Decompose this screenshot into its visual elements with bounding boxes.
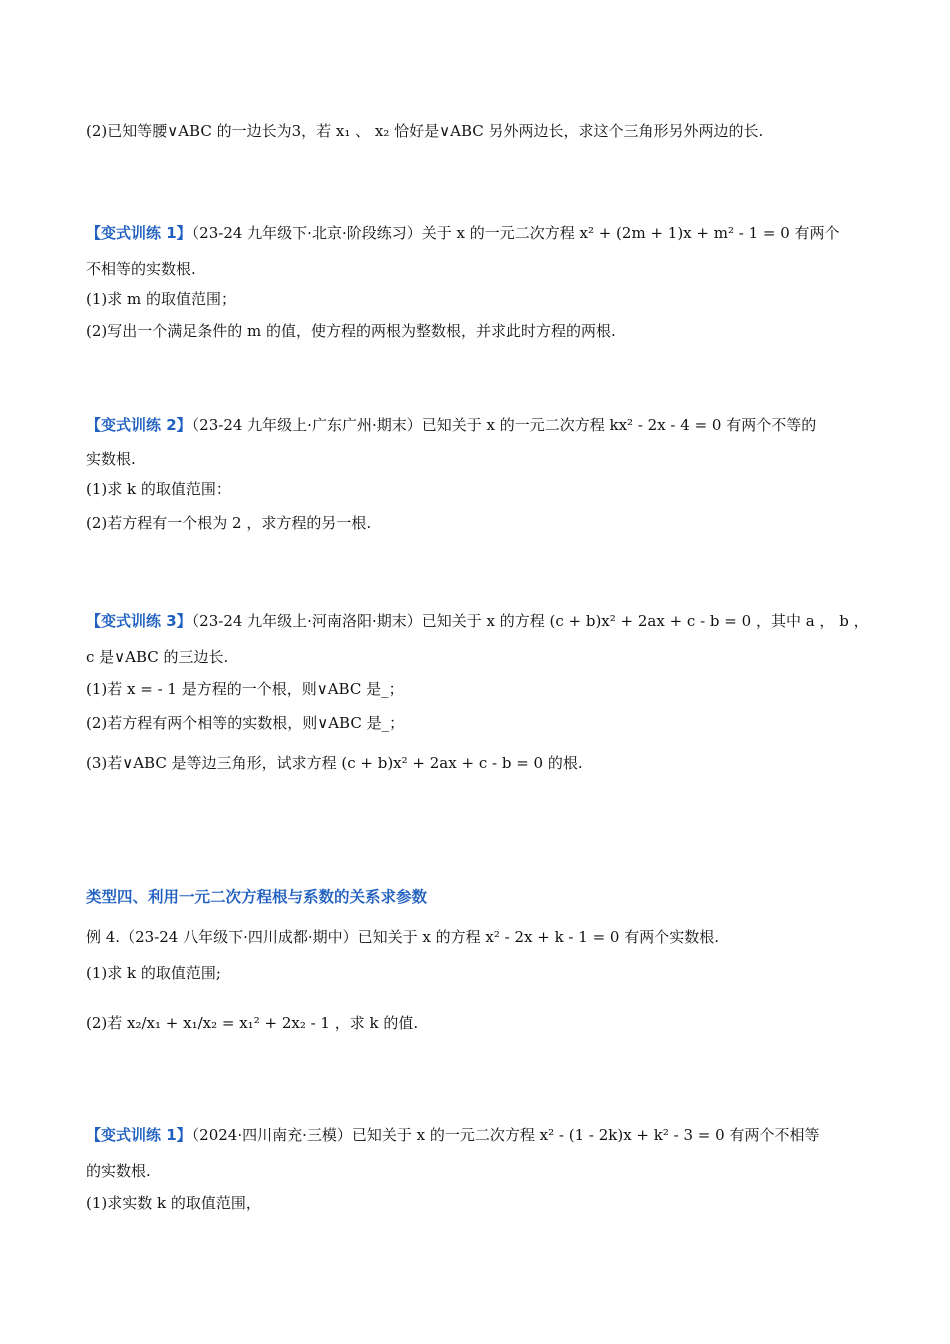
exercise-3-stem-line2: c 是∨ABC 的三边长. xyxy=(86,648,229,666)
exercise-1-tag: 【变式训练 1】 xyxy=(86,224,192,242)
example-4-stem: 例 4.（23-24 八年级下·四川成都·期中）已知关于 x 的方程 x² - 2x + k - 1 = 0 有两个实数根. xyxy=(86,928,719,946)
exercise-4-stem-line1: （2024·四川南充·三模）已知关于 x 的一元二次方程 x² - (1 - 2k)x + k² - 3 = 0 有两个不相等 xyxy=(191,1126,820,1144)
exercise-1-q2: (2)写出一个满足条件的 m 的值，使方程的两根为整数根，并求此时方程的两根. xyxy=(86,322,616,340)
exercise-2-stem-line2: 实数根. xyxy=(86,450,136,468)
section-heading: 类型四、利用一元二次方程根与系数的关系求参数 xyxy=(86,888,428,906)
example-4-q1: (1)求 k 的取值范围; xyxy=(86,964,221,982)
exercise-3-q3: (3)若∨ABC 是等边三角形，试求方程 (c + b)x² + 2ax + c - b = 0 的根. xyxy=(86,754,583,772)
exercise-2-stem xyxy=(86,414,876,436)
exercise-1-stem-line1: （23-24 九年级下·北京·阶段练习）关于 x 的一元二次方程 x² + (2m + 1)x + m² - 1 = 0 有两个 xyxy=(191,224,840,242)
question-2-text: (2)已知等腰∨ABC 的一边长为3，若 x₁ 、 x₂ 恰好是∨ABC 另外两边长，求这个三角形另外两边的长. xyxy=(86,122,764,140)
exercise-3-stem-line1: （23-24 九年级上·河南洛阳·期末）已知关于 x 的方程 (c + b)x² + 2ax + c - b = 0 ，其中 a ， b ， xyxy=(191,612,869,630)
exercise-2-q1: (1)求 k 的取值范围： xyxy=(86,480,231,498)
exercise-1-stem-line2: 不相等的实数根. xyxy=(86,260,196,278)
exercise-2-q2: (2)若方程有一个根为 2 ，求方程的另一根. xyxy=(86,514,372,532)
exercise-2-stem-line1: （23-24 九年级上·广东广州·期末）已知关于 x 的一元二次方程 kx² - 2x - 4 = 0 有两个不等的 xyxy=(191,416,817,434)
exercise-1-q1: (1)求 m 的取值范围； xyxy=(86,290,237,308)
exercise-3-q1: (1)若 x = - 1 是方程的一个根，则∨ABC 是_； xyxy=(86,680,404,698)
exercise-4-stem-line2: 的实数根. xyxy=(86,1162,151,1180)
exercise-3-stem xyxy=(86,610,876,632)
exercise-2-tag: 【变式训练 2】 xyxy=(86,416,192,434)
exercise-4-tag: 【变式训练 1】 xyxy=(86,1126,192,1144)
exercise-1-stem xyxy=(86,222,876,244)
exercise-3-q2: (2)若方程有两个相等的实数根，则∨ABC 是_； xyxy=(86,714,405,732)
example-4-q2: (2)若 x₂/x₁ + x₁/x₂ = x₁² + 2x₂ - 1 ，求 k 的值. xyxy=(86,1014,419,1032)
exercise-4-q1: (1)求实数 k 的取值范围， xyxy=(86,1194,261,1212)
exercise-4-stem xyxy=(86,1124,876,1146)
exercise-3-tag: 【变式训练 3】 xyxy=(86,612,192,630)
